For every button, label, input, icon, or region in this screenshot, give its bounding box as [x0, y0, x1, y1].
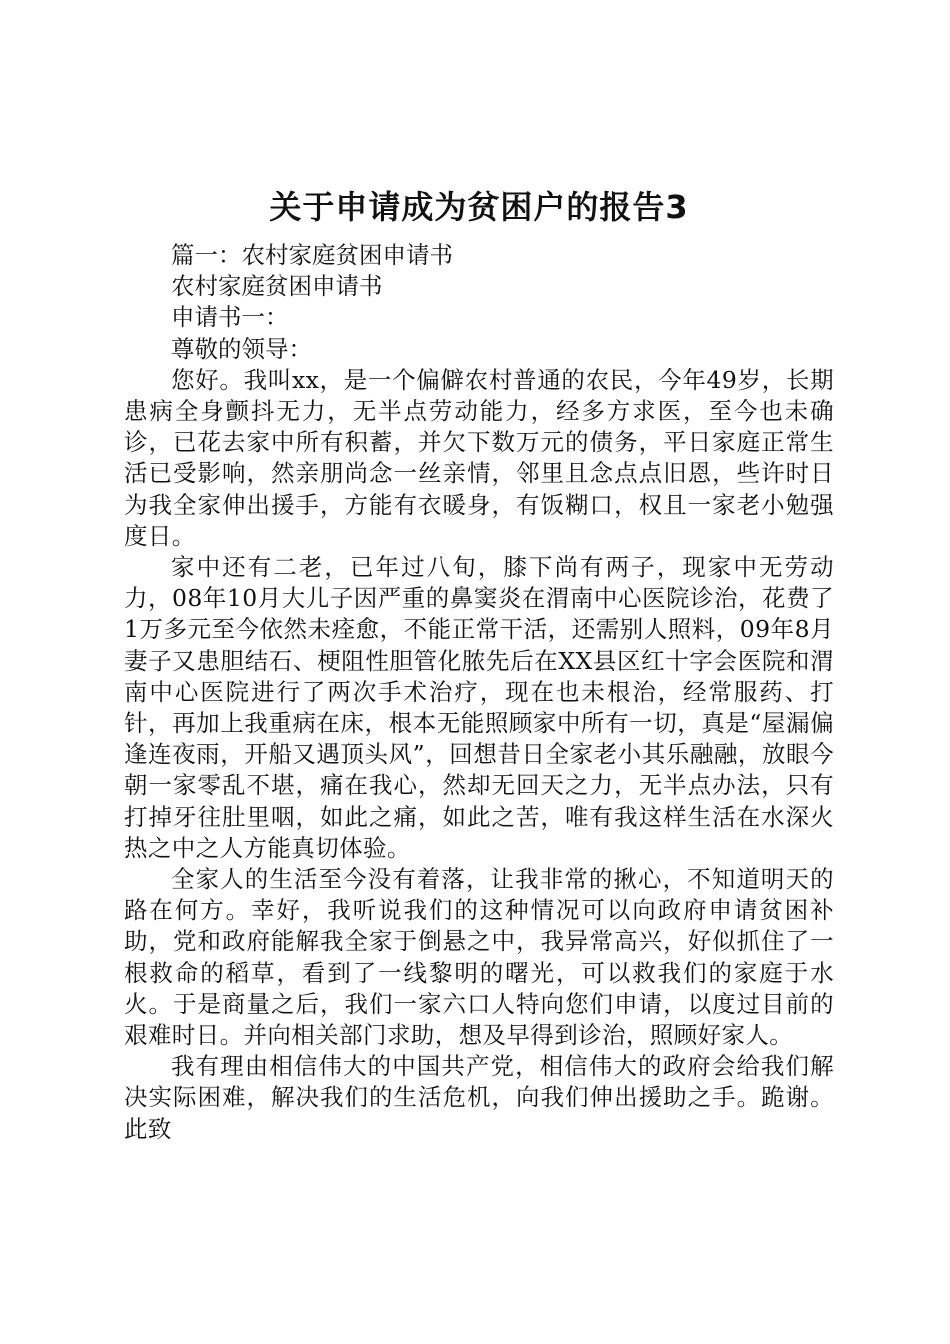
salutation: 尊敬的领导：: [171, 334, 312, 363]
section-heading: 篇一：农村家庭贫困申请书: [171, 241, 453, 269]
document-title: 关于申请成为贫困户的报告3: [269, 188, 689, 226]
letter-heading: 农村家庭贫困申请书: [171, 272, 383, 301]
body-paragraph-2: 家中还有二老，已年过八旬，膝下尚有两子，现家中无劳动力，08年10月大儿子因严重的鼻窦炎在渭南中心医院诊治，花费了1万多元至今依然未痊愈，不能正常干活，还需别人照料，09年8月妻子又患胆结石、梗阻性胆管化脓先后在XX县区红十字会医院和渭南中心医院进行了两次手术治疗，现在也未根治，经常服药、打针，再加上我重病在床，根本无能照顾家中所有一切，真是“屋漏偏逢连夜雨，开船又遇顶头风”，回想昔日全家老小其乐融融，放眼今朝一家零乱不堪，痛在我心，然却无回天之力，无半点办法，只有打掉牙往肚里咽，如此之痛，如此之苦，唯有我这样生活在水深火热之中之人方能真切体验。: [124, 553, 834, 862]
body-paragraph-1: 您好。我叫xx，是一个偏僻农村普通的农民，今年49岁，长期患病全身颤抖无力，无半点劳动能力，经多方求医，至今也未确诊，已花去家中所有积蓄，并欠下数万元的债务，平日家庭正常生活已受影响，然亲朋尚念一丝亲情，邻里且念点点旧恩，些许时日为我全家伸出援手，方能有衣暖身，有饭糊口，权且一家老小勉强度日。: [124, 365, 834, 550]
letter-subheading: 申请书一：: [171, 303, 289, 332]
document-page: [124, 180, 834, 1145]
body-paragraph-4: 我有理由相信伟大的中国共产党，相信伟大的政府会给我们解决实际困难，解决我们的生活危机，向我们伸出援助之手。跪谢。此致: [124, 1052, 834, 1143]
body-paragraph-3: 全家人的生活至今没有着落，让我非常的揪心，不知道明天的路在何方。幸好，我听说我们的这种情况可以向政府申请贫困补助，党和政府能解我全家于倒悬之中，我异常高兴，好似抓住了一根救命的稻草，看到了一线黎明的曙光，可以救我们的家庭于水火。于是商量之后，我们一家六口人特向您们申请，以度过目前的艰难时日。并向相关部门求助，想及早得到诊治，照顾好家人。: [124, 865, 834, 1050]
